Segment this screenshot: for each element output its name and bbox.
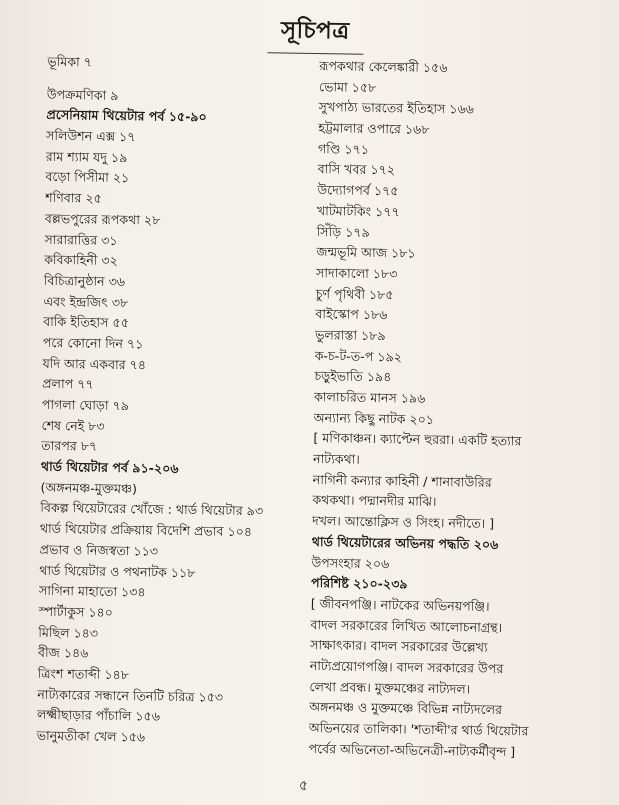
contents-left-column	[37, 52, 298, 751]
contents-entry: সলিউশন এক্স ১৭	[46, 127, 136, 145]
contents-entry: বাইস্কোপ ১৮৬	[315, 306, 388, 323]
contents-entry: বাদল সরকারের লিখিত আলোচনাগ্রন্থ।	[310, 616, 503, 635]
contents-entry: প্রসেনিয়াম থিয়েটার পর্ব ১৫-৯০	[46, 107, 207, 125]
contents-entry: যদি আর একবার ৭৪	[42, 355, 147, 373]
contents-entry: অঙ্গনমঞ্চ ও মুক্তমঞ্চে বিভিন্ন নাট্যদলের	[309, 699, 503, 718]
contents-entry: ভোমা ১৫৮	[318, 78, 377, 95]
contents-entry: সাদাকালো ১৮৩	[315, 264, 398, 282]
contents-entry: স্পার্টাকুস ১৪০	[38, 603, 114, 620]
contents-entry: বাকি ইতিহাস ৫৫	[43, 314, 129, 331]
contents-entry: থার্ড থিয়েটারের অভিনয় পদ্ধতি ২০৬	[311, 533, 499, 552]
contents-entry: বল্লভপুরের রূপকথা ২৮	[44, 210, 161, 228]
contents-entry: কথকথা। পদ্মানদীর মাঝি।	[312, 492, 437, 510]
contents-entry: বিচিত্রানুষ্ঠান ৩৬	[43, 272, 126, 289]
contents-entry: গণ্ডি ১৭১	[317, 140, 370, 157]
contents-entry: নাট্যকারের সন্ধানে তিনটি চরিত্র ১৫৩	[37, 686, 224, 705]
contents-entry: চড়ুইভাতি ১৯৪	[314, 368, 392, 385]
contents-entry: উপসংহার ২০৬	[311, 554, 390, 571]
contents-entry: অভিনয়ের তালিকা। 'শতাব্দী'র থার্ড থিয়েটার	[308, 720, 529, 739]
contents-entry: থার্ড থিয়েটার ও পথনাটক ১১৮	[39, 562, 196, 580]
contents-entry: অন্যান্য কিছু নাটক ২০১	[313, 409, 435, 427]
contents-entry: কালাচরিত মানস ১৯৬	[313, 389, 426, 406]
contents-entry: সাগিনা মাহাতো ১৩৪	[38, 582, 146, 600]
contents-entry: বড়ো পিসীমা ২১	[45, 169, 130, 186]
contents-entry: সিঁড়ি ১৭৯	[316, 223, 370, 240]
contents-entry: [ মণিকাঞ্চন। ক্যাপ্টেন হুররা। একটি হত্যার	[313, 430, 522, 449]
contents-entry: ভূমিকা ৭	[47, 53, 93, 70]
contents-entry: পর্বের অভিনেতা-অভিনেত্রী-নাট্যকর্মীবৃন্দ ]	[308, 740, 516, 759]
contents-entry: বাসি খবর ১৭২	[317, 161, 396, 178]
contents-entry: [ জীবনপঞ্জি। নাটকের অভিনয়পঞ্জি।	[310, 595, 490, 614]
contents-entry: থার্ড থিয়েটার প্রক্রিয়ায় বিদেশি প্রভাব ১০৪	[39, 520, 253, 540]
contents-entry: লেখা প্রবন্ধ। মুক্তমঞ্চের নাট্যদল।	[309, 678, 471, 697]
contents-entry: চুর্ণ পৃথিবী ১৮৫	[315, 285, 394, 302]
contents-entry: মিছিল ১৪৩	[38, 624, 99, 641]
contents-entry: থার্ড থিয়েটার পর্ব ৯১-২০৬	[40, 458, 179, 477]
contents-entry: ত্রিংশ শতাব্দী ১৪৮	[37, 665, 130, 683]
contents-entry: ভানুমতীকা খেল ১৫৬	[36, 727, 146, 745]
contents-entry: নাট্যপ্রয়োগপঞ্জি। বাদল সরকারের উপর	[309, 657, 504, 677]
contents-entry: হট্টমালার ওপারে ১৬৮	[318, 120, 430, 137]
contents-entry: ভুলরাস্তা ১৮৯	[314, 327, 386, 344]
contents-entry: খাটমাটকিং ১৭৭	[316, 202, 400, 220]
contents-entry: রূপকথার কেলেঙ্কারী ১৫৬	[319, 58, 448, 76]
contents-entry: শণিবার ২৫	[45, 189, 102, 206]
contents-entry: সাক্ষাৎকার। বাদল সরকারের উল্লেখ্য	[310, 637, 488, 656]
contents-entry: পরিশিষ্ট ২১০-২৩৯	[311, 575, 408, 592]
contents-right-column	[308, 56, 605, 764]
contents-entry: সারারাত্তির ৩১	[44, 231, 118, 248]
contents-entry: পরে কোনো দিন ৭১	[42, 334, 144, 352]
contents-entry: প্রলাপ ৭৭	[42, 376, 94, 392]
contents-entry: বীজ ১৪৬	[37, 645, 89, 661]
contents-entry: উদ্যোগপর্ব ১৭৫	[317, 182, 399, 199]
contents-entry: পাগলা ঘোড়া ৭৯	[41, 396, 130, 414]
contents-entry: রাম শ্যাম যদু ১৯	[45, 148, 128, 165]
contents-entry: নাগিনী কন্যার কাহিনী / শানাবাউরির	[312, 471, 492, 490]
contents-entry: এবং ইন্দ্রজিৎ ৩৮	[43, 293, 129, 310]
contents-entry: উপক্রমণিকা ৯	[46, 86, 119, 103]
contents-entry: সুখপাঠ্য ভারতের ইতিহাস ১৬৬	[318, 99, 475, 117]
contents-entry: বিকল্প থিয়েটারের খোঁজে : থার্ড থিয়েটার ৯৩	[40, 500, 264, 519]
contents-entry: ক-চ-ট-ত-প ১৯২	[314, 347, 402, 365]
page-title: সূচিপত্র	[5, 7, 619, 59]
contents-entry: নাট্যকথা।	[312, 451, 361, 467]
contents-entry: তারপর ৮৭	[41, 438, 98, 455]
contents-entry: (অঙ্গনমঞ্চ-মুক্তমঞ্চ)	[40, 479, 138, 497]
contents-entry: দখল। আন্তোক্লিস ও সিংহ। নদীতে। ]	[311, 513, 495, 532]
contents-entry: প্রভাব ও নিজস্বতা ১১৩	[39, 541, 159, 559]
contents-entry: কবিকাহিনী ৩২	[44, 252, 118, 269]
contents-entry: জন্মভূমি আজ ১৮১	[316, 244, 416, 261]
page-number: ৫	[298, 777, 309, 795]
contents-entry: শেষ নেই ৮৩	[41, 417, 105, 434]
contents-entry: লক্ষ্মীছাড়ার পাঁচালি ১৫৬	[36, 707, 161, 725]
